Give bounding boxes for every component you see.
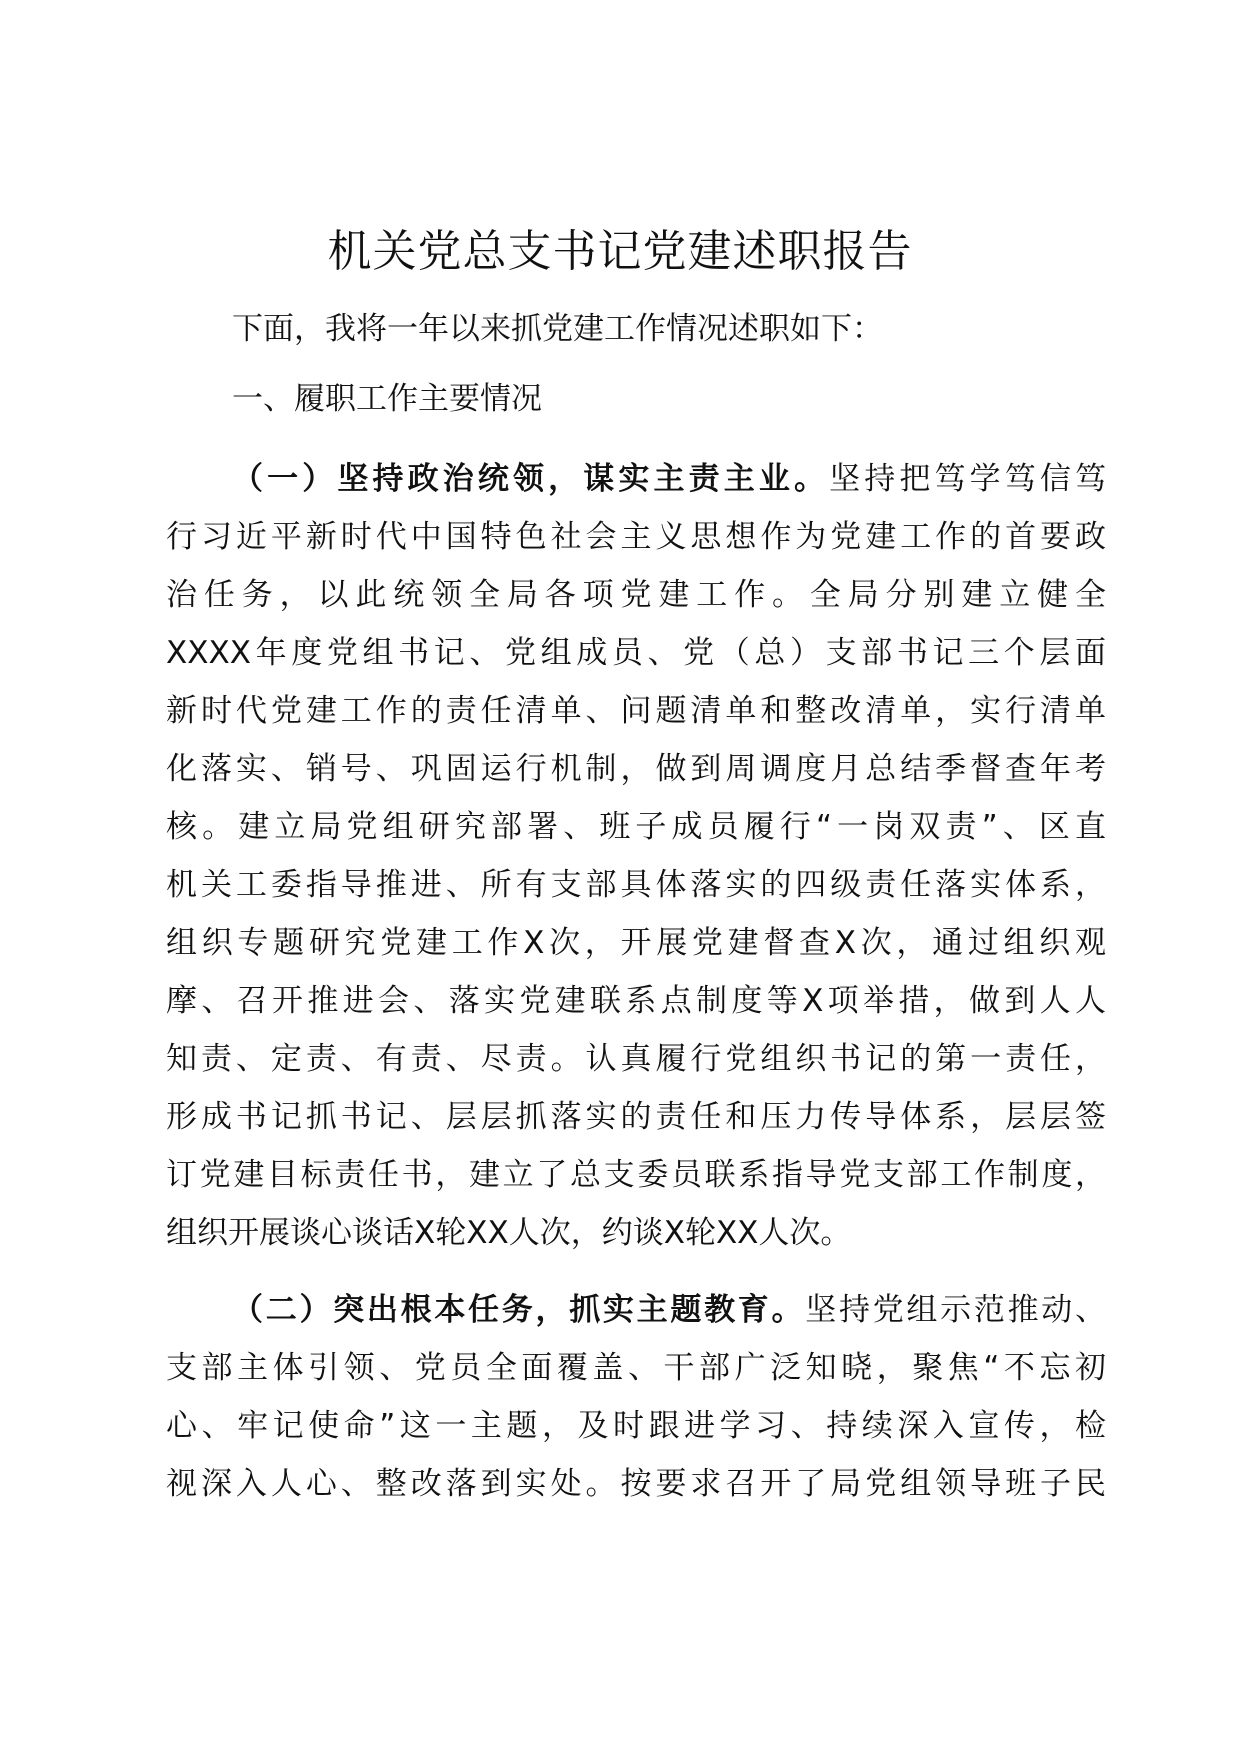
paragraph-line: 摩、召开推进会、落实党建联系点制度等X项举措，做到人人 [166,983,1106,1019]
intro-line: 下面，我将一年以来抓党建工作情况述职如下： [232,311,883,347]
paragraph-line [166,1281,1106,1339]
paragraph-lead: （一）坚持政治统领，谋实主责主业。 [232,461,830,497]
paragraph-line-text: 坚持党组示范推动、 [805,1292,1107,1328]
paragraph-line: 组织专题研究党建工作X次，开展党建督查X次，通过组织观 [166,925,1106,961]
paragraph-line-text: 坚持把笃学笃信笃 [829,461,1106,497]
paragraph-line: 组织开展谈心谈话X轮XX人次，约谈X轮XX人次。 [166,1215,852,1251]
paragraph-line: 心、牢记使命”这一主题，及时跟进学习、持续深入宣传，检 [166,1408,1106,1444]
paragraph-line: 知责、定责、有责、尽责。认真履行党组织书记的第一责任， [166,1041,1106,1077]
paragraph-line: 订党建目标责任书，建立了总支委员联系指导党支部工作制度， [166,1157,1106,1193]
paragraph-line: 形成书记抓书记、层层抓落实的责任和压力传导体系，层层签 [166,1099,1106,1135]
paragraph-line: 治任务，以此统领全局各项党建工作。全局分别建立健全 [166,577,1106,613]
paragraph-line: 视深入人心、整改落到实处。按要求召开了局党组领导班子民 [166,1466,1106,1502]
paragraph-line: 核。建立局党组研究部署、班子成员履行“一岗双责”、区直 [166,809,1106,845]
paragraph-line: XXXX年度党组书记、党组成员、党（总）支部书记三个层面 [166,635,1106,671]
paragraph-line: 机关工委指导推进、所有支部具体落实的四级责任落实体系， [166,867,1106,903]
paragraph-1 [166,450,1106,1262]
section-heading: 一、履职工作主要情况 [232,381,542,417]
paragraph-line: 行习近平新时代中国特色社会主义思想作为党建工作的首要政 [166,519,1106,555]
paragraph-lead: （二）突出根本任务，抓实主题教育。 [232,1292,806,1328]
document-title: 机关党总支书记党建述职报告 [327,226,913,277]
paragraph-line [166,450,1106,508]
paragraph-line: 新时代党建工作的责任清单、问题清单和整改清单，实行清单 [166,693,1106,729]
paragraph-line: 化落实、销号、巩固运行机制，做到周调度月总结季督查年考 [166,751,1106,787]
paragraph-2 [166,1281,1106,1513]
paragraph-line: 支部主体引领、党员全面覆盖、干部广泛知晓，聚焦“不忘初 [166,1350,1106,1386]
